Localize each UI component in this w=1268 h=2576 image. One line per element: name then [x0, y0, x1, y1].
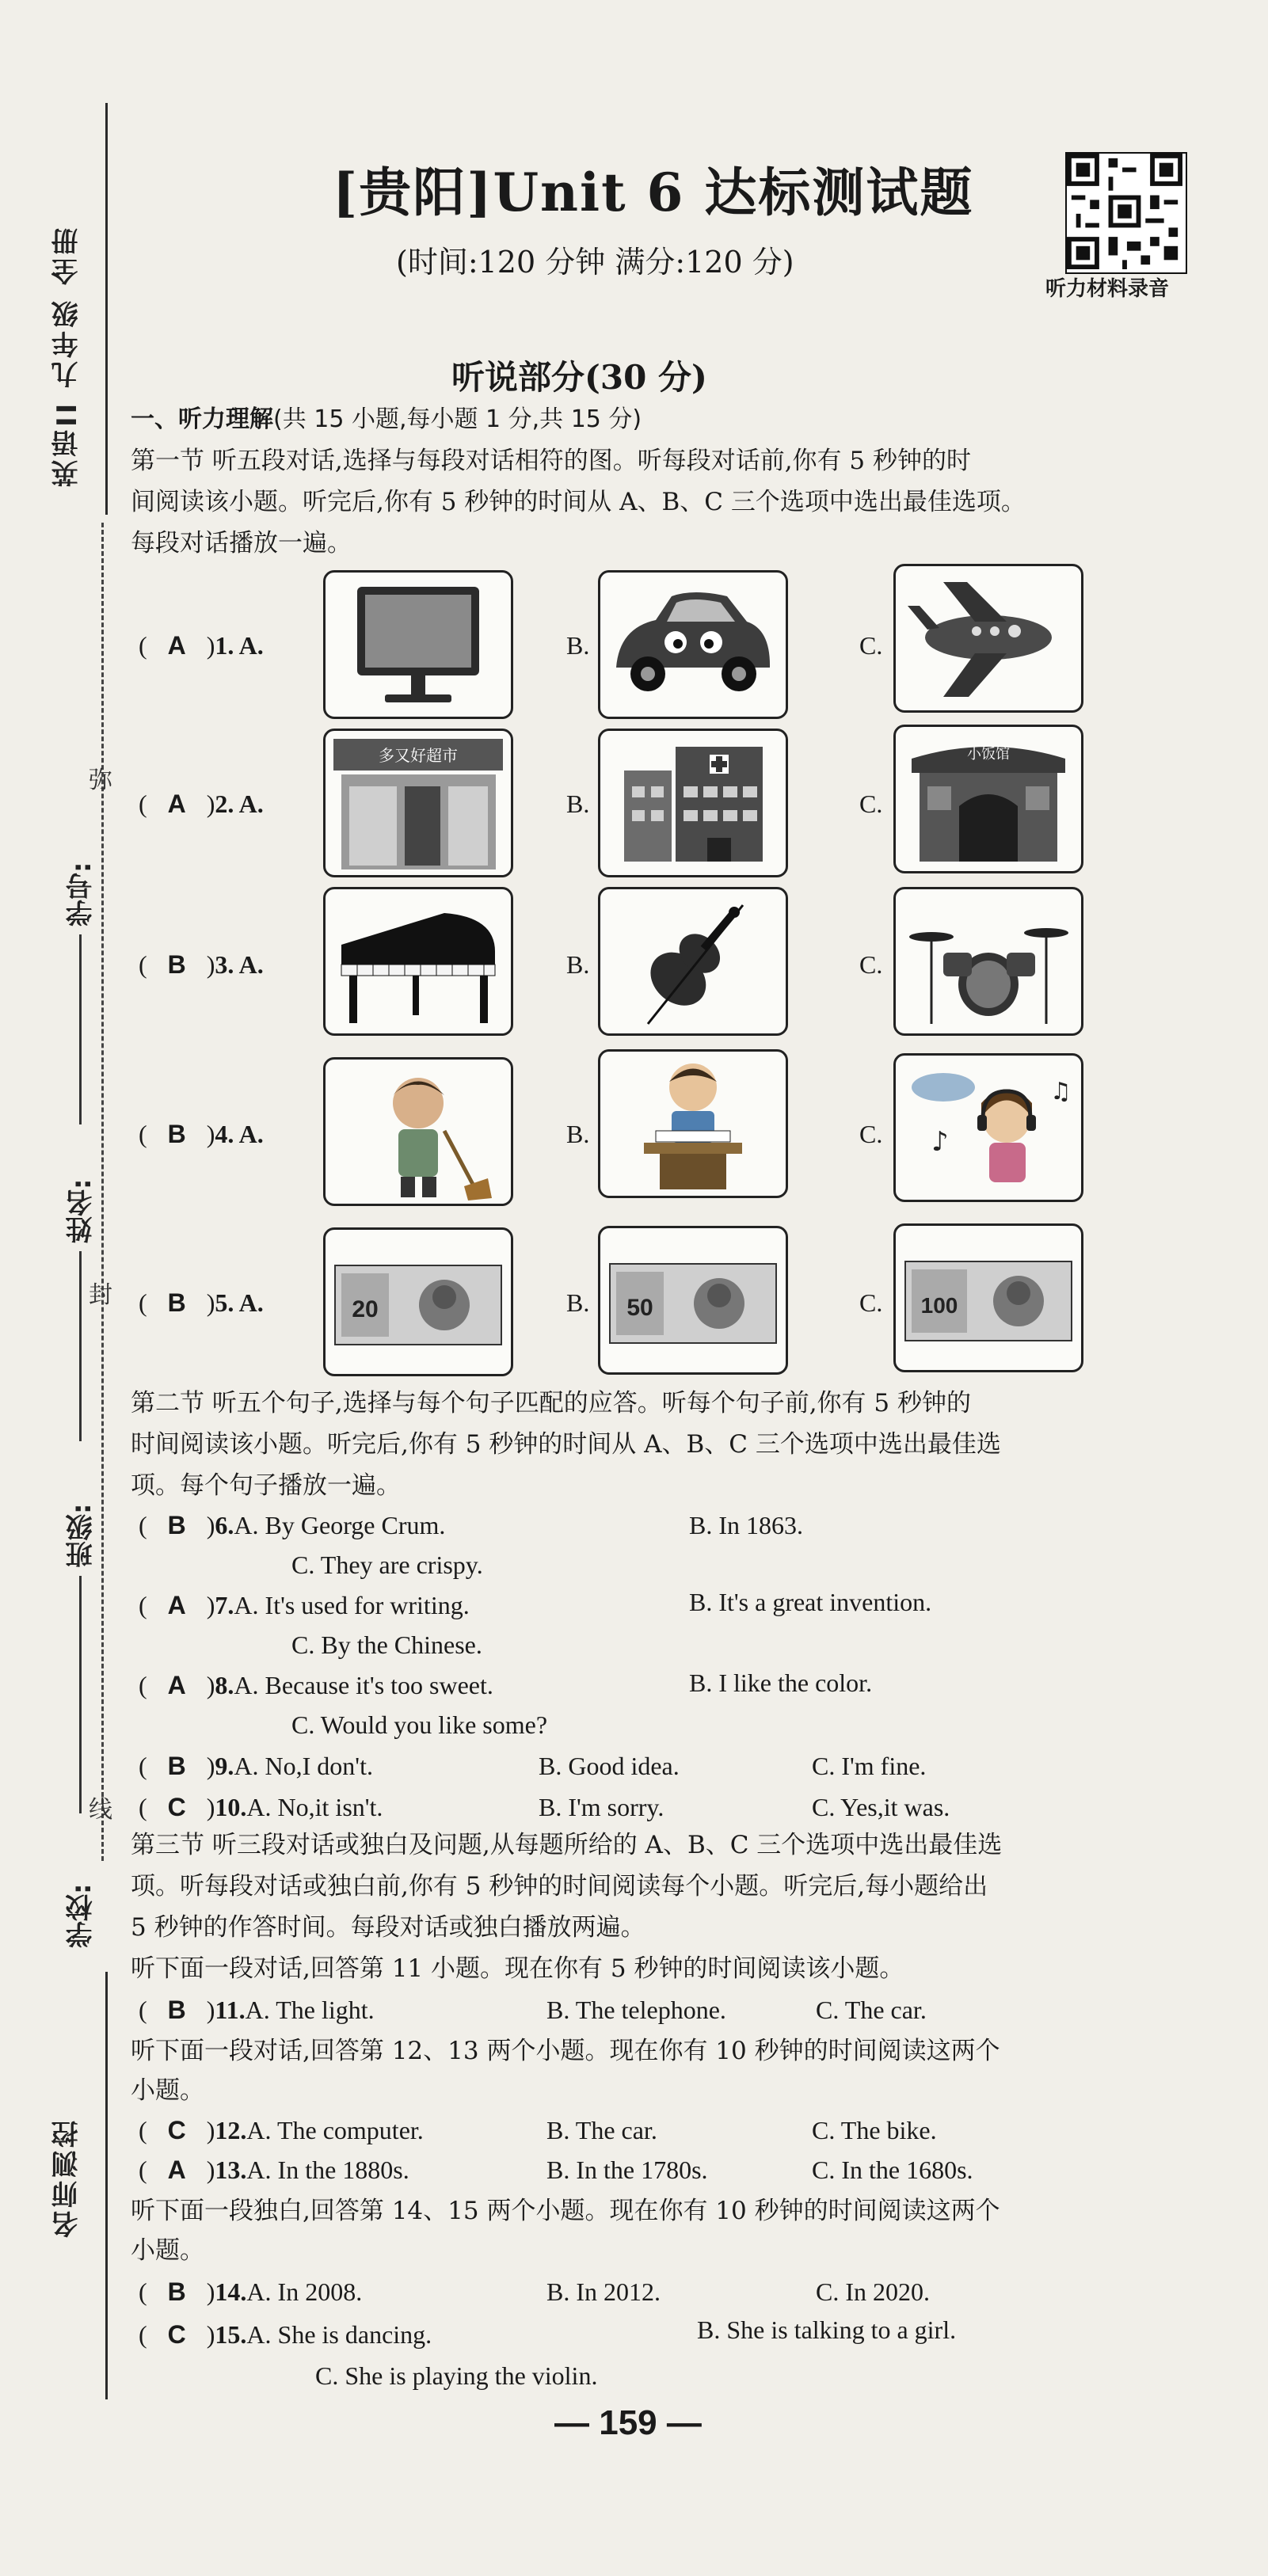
violin-icon	[600, 889, 786, 1033]
seal-char-1: 弥	[89, 767, 112, 794]
question-4-num: 4. A.	[215, 1120, 264, 1148]
music-note-icon: ♪	[931, 1126, 949, 1158]
option-3c-label: C.	[859, 950, 883, 979]
answer-6: B	[167, 1511, 186, 1539]
instr-11: 听下面一段对话,回答第 11 小题。现在你有 5 秒钟的时间阅读该小题。	[131, 1954, 904, 1983]
sec1-line-1: 第一节 听五段对话,选择与每段对话相符的图。听每段对话前,你有 5 秒钟的时	[131, 447, 971, 475]
q13-option-a: A. In the 1880s.	[246, 2156, 409, 2184]
20-yuan-note-picture	[323, 1227, 513, 1376]
answer-12: C	[167, 2116, 186, 2144]
q12-option-a: A. The computer.	[246, 2116, 424, 2144]
question-5-num: 5. A.	[215, 1288, 264, 1317]
answer-5: B	[167, 1288, 186, 1317]
page-number: — 159 —	[554, 2403, 702, 2442]
airplane-icon	[896, 566, 1081, 710]
q11-option-b: B. The telephone.	[546, 1996, 726, 2024]
boy-sweeping-picture	[323, 1057, 513, 1206]
sec3-line-1: 第三节 听三段对话或独白及问题,从每题所给的 A、B、C 三个选项中选出最佳选	[131, 1831, 1003, 1859]
q15-option-c: C. She is playing the violin.	[315, 2361, 598, 2390]
q8-option-c: C. Would you like some?	[291, 1710, 548, 1739]
question-1-num: 1. A.	[215, 631, 264, 660]
q8-option-a: A. Because it's too sweet.	[234, 1671, 493, 1699]
question-13: ( A )13.A. In the 1880s.	[139, 2156, 409, 2184]
option-4b-label: B.	[566, 1120, 590, 1148]
question-15-num: 15.	[215, 2320, 247, 2349]
school-label: 学校:	[66, 1883, 97, 1948]
answer-10: C	[167, 1793, 186, 1821]
book-label: 英语II 九年级 全册	[51, 225, 83, 488]
monitor-picture	[323, 570, 513, 719]
question-14-num: 14.	[215, 2277, 247, 2306]
banknote-50-icon	[600, 1228, 786, 1372]
restaurant-icon	[896, 727, 1081, 871]
question-10: ( C )10.A. No,it isn't.	[139, 1793, 383, 1821]
q10-option-b: B. I'm sorry.	[539, 1793, 664, 1821]
answer-11: B	[167, 1996, 186, 2024]
answer-7: A	[167, 1591, 186, 1619]
instr-12-line-1: 听下面一段对话,回答第 12、13 两个小题。现在你有 10 秒钟的时间阅读这两个	[131, 2037, 1000, 2065]
question-6-num: 6.	[215, 1511, 234, 1539]
car-picture	[598, 570, 788, 719]
drums-picture	[893, 887, 1083, 1036]
q10-option-c: C. Yes,it was.	[812, 1793, 950, 1821]
q13-option-b: B. In the 1780s.	[546, 2156, 708, 2184]
option-2b-label: B.	[566, 790, 590, 818]
answer-1: A	[167, 631, 186, 660]
note-value-50: 50	[626, 1295, 653, 1321]
page-title: [贵阳]Unit 6 达标测试题	[333, 162, 974, 223]
part-heading-note: (共 15 小题,每小题 1 分,共 15 分)	[273, 405, 642, 433]
option-5b-label: B.	[566, 1288, 590, 1317]
q11-option-a: A. The light.	[245, 1996, 375, 2024]
sec3-line-3: 5 秒钟的作答时间。每段对话或独白播放两遍。	[131, 1913, 645, 1942]
hospital-picture	[598, 729, 788, 877]
q14-option-b: B. In 2012.	[546, 2277, 661, 2306]
q6-option-b: B. In 1863.	[689, 1511, 803, 1539]
question-1-label: ( A )1. A.	[139, 631, 264, 660]
question-13-num: 13.	[215, 2156, 247, 2184]
answer-3: B	[167, 950, 186, 979]
q15-option-a: A. She is dancing.	[246, 2320, 432, 2349]
student-no-label: 学号:	[66, 862, 97, 927]
question-2-num: 2. A.	[215, 790, 264, 818]
question-6: ( B )6.A. By George Crum.	[139, 1511, 446, 1539]
boy-reading-picture	[598, 1049, 788, 1198]
boy-reading-icon	[600, 1052, 786, 1196]
drums-icon	[896, 889, 1081, 1033]
100-yuan-note-picture	[893, 1223, 1083, 1372]
piano-picture	[323, 887, 513, 1036]
class-line	[79, 1576, 82, 1813]
banknote-100-icon	[896, 1226, 1081, 1370]
monitor-icon	[326, 573, 511, 717]
q9-option-a: A. No,I don't.	[234, 1752, 373, 1780]
brand-label: 名师测控	[51, 2117, 83, 2238]
q6-option-a: A. By George Crum.	[234, 1511, 446, 1539]
instr-12-line-2: 小题。	[131, 2076, 204, 2105]
question-15: ( C )15.A. She is dancing.	[139, 2320, 432, 2349]
part-heading	[131, 404, 642, 436]
answer-2: A	[167, 790, 186, 818]
note-value-100: 100	[920, 1293, 958, 1318]
question-4-label: ( B )4. A.	[139, 1120, 264, 1148]
name-label: 姓名:	[66, 1178, 97, 1243]
student-no-line	[79, 934, 82, 1124]
boy-sweeping-icon	[326, 1060, 511, 1204]
q14-option-c: C. In 2020.	[816, 2277, 930, 2306]
question-7: ( A )7.A. It's used for writing.	[139, 1591, 470, 1619]
note-value-20: 20	[352, 1296, 379, 1322]
option-1b-label: B.	[566, 631, 590, 660]
option-3b-label: B.	[566, 950, 590, 979]
question-11-num: 11.	[215, 1996, 246, 2024]
q12-option-b: B. The car.	[546, 2116, 657, 2144]
question-10-num: 10.	[215, 1793, 247, 1821]
margin-rule-top	[105, 103, 108, 515]
restaurant-picture	[893, 725, 1083, 873]
option-4c-label: C.	[859, 1120, 883, 1148]
question-2-label: ( A )2. A.	[139, 790, 264, 818]
girl-music-picture	[893, 1053, 1083, 1202]
sec1-line-3: 每段对话播放一遍。	[131, 529, 352, 557]
q13-option-c: C. In the 1680s.	[812, 2156, 973, 2184]
margin-rule-bottom	[105, 1972, 108, 2399]
option-1c-label: C.	[859, 631, 883, 660]
q7-option-c: C. By the Chinese.	[291, 1630, 482, 1659]
violin-picture	[598, 887, 788, 1036]
q9-option-c: C. I'm fine.	[812, 1752, 927, 1780]
question-12: ( C )12.A. The computer.	[139, 2116, 424, 2144]
sec2-line-2: 时间阅读该小题。听完后,你有 5 秒钟的时间从 A、B、C 三个选项中选出最佳选	[131, 1430, 1001, 1459]
answer-8: A	[167, 1671, 186, 1699]
sec3-line-2: 项。听每段对话或独白前,你有 5 秒钟的时间阅读每个小题。听完后,每小题给出	[131, 1872, 988, 1901]
supermarket-icon	[326, 731, 511, 875]
q6-option-c: C. They are crispy.	[291, 1551, 483, 1579]
question-8: ( A )8.A. Because it's too sweet.	[139, 1671, 493, 1699]
question-8-num: 8.	[215, 1671, 234, 1699]
q8-option-b: B. I like the color.	[689, 1669, 873, 1697]
answer-13: A	[167, 2156, 186, 2184]
answer-4: B	[167, 1120, 186, 1148]
answer-14: B	[167, 2277, 186, 2306]
part-heading-label: 一、听力理解	[131, 405, 273, 433]
answer-15: C	[167, 2320, 186, 2349]
qr-code[interactable]	[1065, 152, 1187, 274]
q11-option-c: C. The car.	[816, 1996, 927, 2024]
piano-icon	[326, 889, 511, 1033]
seal-char-2: 封	[89, 1281, 112, 1309]
q9-option-b: B. Good idea.	[539, 1752, 680, 1780]
instr-14-line-1: 听下面一段独白,回答第 14、15 两个小题。现在你有 10 秒钟的时间阅读这两个	[131, 2197, 1000, 2225]
car-icon	[600, 573, 786, 717]
option-5c-label: C.	[859, 1288, 883, 1317]
question-7-num: 7.	[215, 1591, 234, 1619]
section-title: 听说部分(30 分)	[451, 358, 707, 397]
airplane-picture	[893, 564, 1083, 713]
question-14: ( B )14.A. In 2008.	[139, 2277, 363, 2306]
question-12-num: 12.	[215, 2116, 247, 2144]
page-subtitle: (时间:120 分钟 满分:120 分)	[396, 245, 794, 280]
seal-char-3: 线	[89, 1796, 112, 1824]
girl-music-icon	[896, 1056, 1081, 1200]
question-3-label: ( B )3. A.	[139, 950, 264, 979]
qr-code-icon	[1067, 154, 1182, 269]
question-3-num: 3. A.	[215, 950, 264, 979]
name-line	[79, 1251, 82, 1441]
50-yuan-note-picture	[598, 1226, 788, 1375]
question-11: ( B )11.A. The light.	[139, 1996, 375, 2024]
sec1-line-2: 间阅读该小题。听完后,你有 5 秒钟的时间从 A、B、C 三个选项中选出最佳选项。	[131, 488, 1026, 516]
question-9-num: 9.	[215, 1752, 234, 1780]
banknote-20-icon	[326, 1230, 511, 1374]
q14-option-a: A. In 2008.	[246, 2277, 363, 2306]
music-note-icon-2: ♫	[1050, 1078, 1072, 1105]
question-5-label: ( B )5. A.	[139, 1288, 264, 1317]
sec2-line-1: 第二节 听五个句子,选择与每个句子匹配的应答。听每个句子前,你有 5 秒钟的	[131, 1389, 971, 1417]
hospital-icon	[600, 731, 786, 875]
q7-option-a: A. It's used for writing.	[234, 1591, 470, 1619]
q10-option-a: A. No,it isn't.	[246, 1793, 383, 1821]
sec2-line-3: 项。每个句子播放一遍。	[131, 1471, 401, 1500]
question-9: ( B )9.A. No,I don't.	[139, 1752, 373, 1780]
supermarket-sign: 多又好超市	[379, 746, 458, 765]
q12-option-c: C. The bike.	[812, 2116, 937, 2144]
option-2c-label: C.	[859, 790, 883, 818]
supermarket-picture	[323, 729, 513, 877]
class-label: 班级:	[66, 1503, 97, 1568]
answer-9: B	[167, 1752, 186, 1780]
restaurant-sign: 小饭馆	[967, 746, 1010, 763]
qr-label: 听力材料录音	[1045, 277, 1170, 301]
q15-option-b: B. She is talking to a girl.	[697, 2315, 957, 2344]
q7-option-b: B. It's a great invention.	[689, 1588, 932, 1616]
instr-14-line-2: 小题。	[131, 2236, 204, 2265]
